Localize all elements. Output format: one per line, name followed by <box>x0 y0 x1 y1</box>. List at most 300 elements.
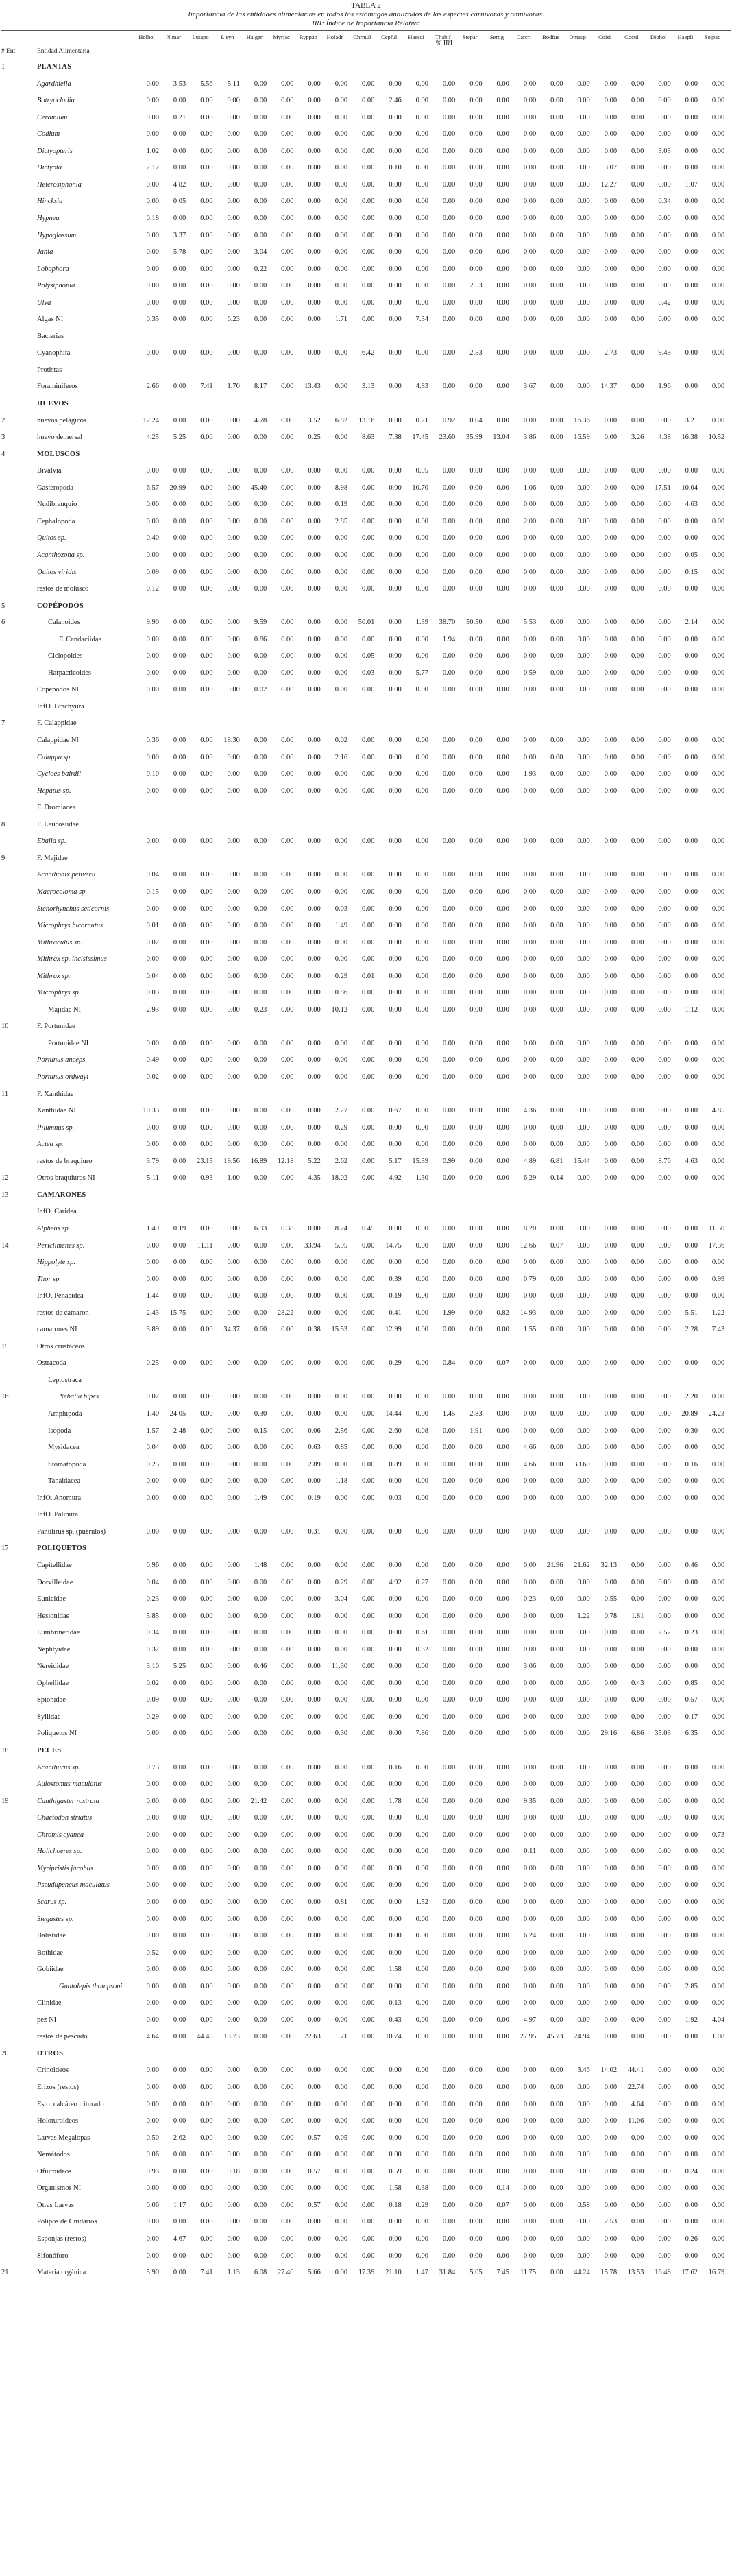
iri-value: 0.00 <box>281 298 294 307</box>
iri-value: 0.00 <box>442 1241 456 1250</box>
iri-value: 0.00 <box>227 349 240 357</box>
column-header: Holhol <box>138 34 155 40</box>
iri-value: 0.00 <box>146 2252 159 2260</box>
iri-value: 0.00 <box>711 2252 725 2260</box>
table-row <box>0 311 732 329</box>
iri-value: 0.00 <box>227 1612 240 1620</box>
entity-label: InfO. Anomura <box>37 1494 82 1502</box>
iri-value: 0.00 <box>496 2234 509 2243</box>
iri-value: 0.00 <box>523 130 537 139</box>
iri-value: 0.00 <box>711 1662 725 1671</box>
table-row <box>0 1002 732 1019</box>
iri-value: 0.00 <box>604 1309 618 1317</box>
iri-value: 0.00 <box>281 585 294 593</box>
iri-value: 0.00 <box>685 113 698 121</box>
iri-value: 0.00 <box>254 972 267 980</box>
entity-label: F. Candaciidae <box>59 635 102 643</box>
iri-value: 0.00 <box>711 198 725 206</box>
iri-value: 0.00 <box>389 147 402 155</box>
iri-value: 5.22 <box>308 1157 321 1165</box>
iri-value: 0.00 <box>631 1477 644 1486</box>
column-header: Carcri <box>516 34 531 40</box>
iri-value: 0.00 <box>711 1898 725 1906</box>
table-subcaption: IRI: Índice de Importancia Relativa <box>312 19 420 27</box>
iri-value: 0.00 <box>308 551 321 559</box>
table-row <box>0 1692 732 1709</box>
iri-value: 0.00 <box>254 1259 267 1267</box>
iri-value: 0.00 <box>308 871 321 879</box>
iri-value: 0.00 <box>415 1612 428 1620</box>
iri-value: 0.00 <box>200 1005 213 1014</box>
iri-value: 0.00 <box>469 1005 483 1014</box>
table-row <box>0 1490 732 1507</box>
iri-value: 0.00 <box>308 2084 321 2091</box>
iri-value: 0.00 <box>200 198 213 206</box>
table-row <box>0 1136 732 1154</box>
table-row <box>0 1052 732 1069</box>
iri-value: 0.00 <box>227 1292 240 1300</box>
iri-value: 0.00 <box>711 484 725 492</box>
iri-value: 0.00 <box>200 1275 213 1283</box>
iri-value: 0.00 <box>658 585 671 593</box>
iri-value: 0.00 <box>631 80 644 88</box>
iri-value: 0.00 <box>389 1259 402 1267</box>
iri-value: 0.00 <box>200 2167 213 2175</box>
iri-value: 0.00 <box>281 501 294 509</box>
iri-value: 0.00 <box>442 938 456 946</box>
iri-value: 0.00 <box>631 585 644 593</box>
iri-value: 0.00 <box>362 1966 375 1974</box>
iri-value: 0.00 <box>604 1157 618 1165</box>
iri-value: 0.00 <box>227 1056 240 1064</box>
iri-value: 0.00 <box>577 265 590 273</box>
iri-value: 0.00 <box>227 517 240 525</box>
iri-value: 0.00 <box>281 2167 294 2175</box>
iri-value: 0.00 <box>227 1864 240 1872</box>
iri-value: 0.00 <box>146 1730 159 1738</box>
iri-value: 0.00 <box>658 2252 671 2260</box>
iri-value: 0.00 <box>200 2234 213 2243</box>
iri-value: 0.00 <box>469 164 483 172</box>
iri-value: 0.00 <box>496 1645 509 1654</box>
iri-value: 0.00 <box>362 1830 375 1839</box>
table-row <box>0 2265 732 2282</box>
iri-value: 0.00 <box>469 1629 483 1637</box>
iri-value: 0.25 <box>308 433 321 442</box>
iri-value: 0.00 <box>173 1948 186 1957</box>
iri-value: 0.00 <box>469 231 483 239</box>
table-row <box>0 160 732 177</box>
iri-value: 0.00 <box>658 1527 671 1536</box>
iri-value: 0.00 <box>631 922 644 930</box>
iri-value: 0.26 <box>685 2234 698 2243</box>
iri-value: 0.12 <box>146 585 159 593</box>
iri-value: 0.00 <box>604 1460 618 1468</box>
iri-value: 0.00 <box>523 2184 537 2193</box>
iri-value: 0.00 <box>658 80 671 88</box>
iri-value: 0.00 <box>227 1763 240 1772</box>
iri-value: 3.67 <box>523 383 537 391</box>
iri-value: 0.02 <box>254 686 267 694</box>
iri-value: 0.00 <box>173 517 186 525</box>
iri-value: 15.78 <box>600 2269 618 2277</box>
iri-value: 0.00 <box>200 1527 213 1536</box>
iri-value: 0.00 <box>334 1309 348 1317</box>
iri-value: 0.00 <box>550 1864 563 1872</box>
iri-value: 0.00 <box>389 282 402 290</box>
iri-value: 0.00 <box>200 1864 213 1872</box>
iri-value: 0.00 <box>604 568 618 576</box>
table-row <box>0 817 732 834</box>
iri-value: 0.00 <box>389 1629 402 1637</box>
iri-value: 0.00 <box>389 551 402 559</box>
iri-value: 0.00 <box>658 2117 671 2125</box>
iri-value: 0.00 <box>469 1814 483 1822</box>
iri-value: 0.00 <box>362 1259 375 1267</box>
iri-value: 0.00 <box>389 1612 402 1620</box>
table-row <box>0 1069 732 1086</box>
iri-value: 0.00 <box>173 147 186 155</box>
table-row <box>0 1272 732 1289</box>
iri-value: 0.29 <box>334 972 348 980</box>
iri-value: 0.00 <box>523 635 537 643</box>
iri-value: 0.00 <box>523 686 537 694</box>
iri-value: 0.00 <box>146 231 159 239</box>
entity-label: InfO. Penaeidea <box>37 1292 84 1300</box>
iri-value: 0.00 <box>711 1039 725 1047</box>
iri-value: 0.00 <box>523 214 537 222</box>
iri-value: 0.00 <box>362 1645 375 1654</box>
iri-value: 8.98 <box>334 484 348 492</box>
iri-value: 0.00 <box>362 2066 375 2075</box>
iri-value: 0.00 <box>631 905 644 913</box>
table-row <box>0 463 732 480</box>
iri-value: 0.00 <box>281 282 294 290</box>
iri-value: 0.00 <box>334 551 348 559</box>
iri-value: 0.00 <box>254 1477 267 1486</box>
iri-value: 0.00 <box>711 955 725 964</box>
iri-value: 0.00 <box>442 1477 456 1486</box>
iri-value: 0.00 <box>469 1477 483 1486</box>
iri-value: 0.00 <box>550 871 563 879</box>
iri-value: 0.00 <box>550 551 563 559</box>
iri-value: 0.00 <box>173 2066 186 2075</box>
iri-value: 0.00 <box>415 1848 428 1856</box>
iri-value: 0.00 <box>415 180 428 189</box>
iri-value: 0.00 <box>523 2151 537 2159</box>
iri-value: 0.00 <box>200 787 213 795</box>
iri-value: 0.00 <box>254 1039 267 1047</box>
iri-value: 0.00 <box>577 1292 590 1300</box>
table-row <box>0 2180 732 2197</box>
iri-value: 1.96 <box>658 383 671 391</box>
iri-value: 0.00 <box>281 2252 294 2260</box>
iri-value: 0.00 <box>146 652 159 660</box>
iri-value: 7.43 <box>711 1326 725 1334</box>
iri-value: 6.57 <box>146 484 159 492</box>
iri-value: 0.00 <box>200 1494 213 1502</box>
iri-value: 0.00 <box>442 1780 456 1789</box>
iri-value: 0.00 <box>550 1629 563 1637</box>
entity-label: Microphrys bicornutus <box>37 922 103 930</box>
iri-value: 0.00 <box>146 686 159 694</box>
iri-value: 0.00 <box>631 1982 644 1990</box>
entity-label: Periclimenes sp. <box>37 1241 85 1250</box>
iri-value: 0.00 <box>496 2167 509 2175</box>
iri-value: 0.00 <box>631 2201 644 2209</box>
iri-value: 0.00 <box>173 905 186 913</box>
iri-value: 1.99 <box>442 1309 456 1317</box>
iri-value: 0.00 <box>469 1966 483 1974</box>
iri-value: 0.00 <box>173 298 186 307</box>
iri-value: 0.00 <box>227 2218 240 2226</box>
entity-label: Halichoeres sp. <box>37 1848 82 1856</box>
iri-value: 0.00 <box>658 534 671 542</box>
iri-value: 0.00 <box>308 770 321 778</box>
iri-value: 0.00 <box>334 113 348 121</box>
iri-value: 0.00 <box>711 501 725 509</box>
iri-value: 0.00 <box>711 1393 725 1401</box>
iri-value: 0.00 <box>604 989 618 997</box>
iri-value: 0.00 <box>523 1427 537 1435</box>
iri-value: 0.00 <box>415 1056 428 1064</box>
iri-value: 0.00 <box>631 1427 644 1435</box>
iri-value: 0.00 <box>173 551 186 559</box>
iri-value: 9.59 <box>254 619 267 627</box>
iri-value: 0.00 <box>658 1679 671 1687</box>
iri-value: 0.00 <box>281 686 294 694</box>
iri-value: 0.00 <box>604 2234 618 2243</box>
iri-value: 0.00 <box>469 1999 483 2007</box>
iri-value: 0.00 <box>711 1494 725 1502</box>
iri-value: 0.00 <box>711 298 725 307</box>
iri-value: 0.00 <box>281 2218 294 2226</box>
table-row <box>0 2248 732 2265</box>
iri-value: 0.04 <box>146 972 159 980</box>
iri-value: 3.86 <box>523 433 537 442</box>
iri-value: 0.00 <box>389 619 402 627</box>
iri-value: 0.00 <box>604 1864 618 1872</box>
iri-value: 0.00 <box>254 568 267 576</box>
iri-value: 0.00 <box>254 2167 267 2175</box>
table-row <box>0 682 732 699</box>
iri-value: 0.00 <box>254 147 267 155</box>
iri-value: 0.00 <box>227 1696 240 1704</box>
iri-value: 2.66 <box>146 383 159 391</box>
iri-value: 0.00 <box>389 467 402 475</box>
iri-value: 0.00 <box>631 1713 644 1721</box>
iri-value: 0.00 <box>523 1005 537 1014</box>
iri-value: 0.00 <box>604 97 618 105</box>
iri-value: 0.00 <box>389 1864 402 1872</box>
iri-value: 0.00 <box>362 1123 375 1132</box>
iri-value: 0.00 <box>658 180 671 189</box>
iri-value: 0.00 <box>281 1780 294 1789</box>
entity-label: Leptostraca <box>48 1376 82 1384</box>
table-row <box>0 968 732 986</box>
iri-value: 0.00 <box>711 1005 725 1014</box>
entity-label: Nudibranquio <box>37 501 77 509</box>
iri-value: 0.00 <box>146 130 159 139</box>
iri-value: 0.00 <box>334 1915 348 1923</box>
iri-value: 0.00 <box>173 501 186 509</box>
iri-value: 0.00 <box>308 214 321 222</box>
iri-value: 0.00 <box>442 1679 456 1687</box>
iri-value: 0.00 <box>469 2167 483 2175</box>
iri-value: 0.00 <box>173 787 186 795</box>
iri-value: 0.00 <box>415 1393 428 1401</box>
iri-value: 0.00 <box>631 1881 644 1889</box>
iri-value: 0.00 <box>685 147 698 155</box>
iri-value: 0.00 <box>308 837 321 846</box>
iri-value: 0.00 <box>173 871 186 879</box>
iri-value: 0.00 <box>577 130 590 139</box>
iri-value: 0.00 <box>523 2100 537 2108</box>
iri-value: 0.00 <box>146 282 159 290</box>
iri-value: 0.00 <box>496 1039 509 1047</box>
iri-value: 0.00 <box>254 2117 267 2125</box>
iri-value: 0.00 <box>496 1275 509 1283</box>
iri-value: 0.00 <box>550 2184 563 2193</box>
entity-label: restos de pescado <box>37 2033 88 2041</box>
iri-value: 0.00 <box>227 1141 240 1149</box>
table-row <box>0 1372 732 1390</box>
iri-value: 0.00 <box>334 433 348 442</box>
iri-value: 0.00 <box>200 147 213 155</box>
iri-value: 0.00 <box>334 467 348 475</box>
iri-value: 0.00 <box>577 214 590 222</box>
iri-value: 0.00 <box>550 905 563 913</box>
table-row <box>0 1877 732 1894</box>
iri-value: 0.00 <box>308 1830 321 1839</box>
iri-value: 11.75 <box>520 2269 537 2277</box>
iri-value: 0.00 <box>658 2167 671 2175</box>
iri-value: 0.00 <box>200 1141 213 1149</box>
iri-value: 1.47 <box>415 2269 428 2277</box>
iri-value: 0.59 <box>523 669 537 677</box>
iri-value: 0.00 <box>442 1174 456 1182</box>
entity-label: Pilumnus sp. <box>37 1123 75 1132</box>
iri-value: 0.00 <box>496 1073 509 1081</box>
iri-value: 0.00 <box>631 1241 644 1250</box>
iri-value: 0.00 <box>523 787 537 795</box>
iri-value: 0.00 <box>415 1494 428 1502</box>
iri-value: 0.00 <box>496 1427 509 1435</box>
iri-value: 0.00 <box>334 2016 348 2024</box>
iri-value: 0.00 <box>442 80 456 88</box>
table-row <box>0 1120 732 1137</box>
iri-value: 0.00 <box>281 147 294 155</box>
iri-value: 1.02 <box>146 147 159 155</box>
iri-value: 0.00 <box>685 2151 698 2159</box>
iri-value: 0.00 <box>658 922 671 930</box>
iri-value: 0.00 <box>658 1881 671 1889</box>
entity-label: Balistidae <box>37 1932 66 1940</box>
iri-value: 8.24 <box>334 1224 348 1232</box>
iri-value: 0.00 <box>389 484 402 492</box>
iri-value: 0.00 <box>389 585 402 593</box>
iri-value: 0.00 <box>227 2066 240 2075</box>
entity-label: Ofiuroideos <box>37 2167 72 2175</box>
iri-value: 0.00 <box>496 1005 509 1014</box>
iri-value: 10.12 <box>331 1005 348 1014</box>
iri-value: 0.00 <box>146 1797 159 1805</box>
iri-value: 9.90 <box>146 619 159 627</box>
iri-value: 0.00 <box>281 1427 294 1435</box>
table-row <box>0 1305 732 1322</box>
iri-value: 0.00 <box>362 1578 375 1586</box>
iri-value: 0.00 <box>281 2100 294 2108</box>
iri-value: 0.00 <box>389 938 402 946</box>
iri-value: 0.00 <box>281 770 294 778</box>
iri-value: 0.00 <box>577 1241 590 1250</box>
iri-value: 0.00 <box>711 871 725 879</box>
iri-value: 20.89 <box>681 1410 698 1418</box>
iri-value: 0.00 <box>334 2252 348 2260</box>
iri-value: 0.00 <box>362 1898 375 1906</box>
iri-value: 0.03 <box>146 989 159 997</box>
iri-value: 0.00 <box>227 887 240 896</box>
iri-value: 0.00 <box>200 871 213 879</box>
iri-value: 0.38 <box>415 2184 428 2193</box>
iri-value: 0.00 <box>577 2134 590 2142</box>
iri-value: 0.00 <box>389 955 402 964</box>
entity-label: Materia orgánica <box>37 2269 86 2277</box>
iri-value: 0.00 <box>281 1696 294 1704</box>
iri-value: 0.00 <box>685 1527 698 1536</box>
table-row <box>0 143 732 160</box>
iri-value: 0.00 <box>496 180 509 189</box>
iri-value: 0.00 <box>200 130 213 139</box>
iri-value: 0.00 <box>254 938 267 946</box>
iri-value: 0.00 <box>227 551 240 559</box>
table-row <box>0 1844 732 1861</box>
iri-value: 0.00 <box>227 1460 240 1468</box>
iri-value: 0.00 <box>631 1999 644 2007</box>
iri-value: 0.00 <box>254 113 267 121</box>
iri-value: 0.00 <box>523 1393 537 1401</box>
iri-value: 0.00 <box>254 298 267 307</box>
iri-value: 0.00 <box>658 787 671 795</box>
iri-value: 0.00 <box>442 787 456 795</box>
iri-value: 0.00 <box>389 1848 402 1856</box>
iri-value: 0.00 <box>469 1460 483 1468</box>
iri-value: 0.00 <box>496 164 509 172</box>
iri-value: 0.00 <box>308 1814 321 1822</box>
iri-value: 0.00 <box>281 1848 294 1856</box>
entity-label: Amphipoda <box>48 1410 82 1418</box>
entity-label: Cephalopoda <box>37 517 75 525</box>
entity-label: Portunidae NI <box>48 1039 89 1047</box>
table-row <box>0 615 732 632</box>
iri-value: 0.00 <box>415 2016 428 2024</box>
iri-value: 0.00 <box>496 568 509 576</box>
iri-value: 0.00 <box>362 1679 375 1687</box>
iri-value: 0.00 <box>173 1578 186 1586</box>
iri-value: 0.00 <box>173 1966 186 1974</box>
iri-value: 0.00 <box>523 315 537 324</box>
iri-value: 0.00 <box>389 1780 402 1789</box>
iri-value: 0.00 <box>442 2066 456 2075</box>
iri-value: 3.04 <box>334 1595 348 1603</box>
iri-value: 0.00 <box>362 551 375 559</box>
iri-value: 0.07 <box>496 2201 509 2209</box>
iri-value: 0.00 <box>685 265 698 273</box>
entity-label: Bacterias <box>37 332 64 340</box>
iri-value: 0.00 <box>469 2100 483 2108</box>
iri-value: 1.39 <box>415 619 428 627</box>
iri-value: 0.30 <box>254 1410 267 1418</box>
